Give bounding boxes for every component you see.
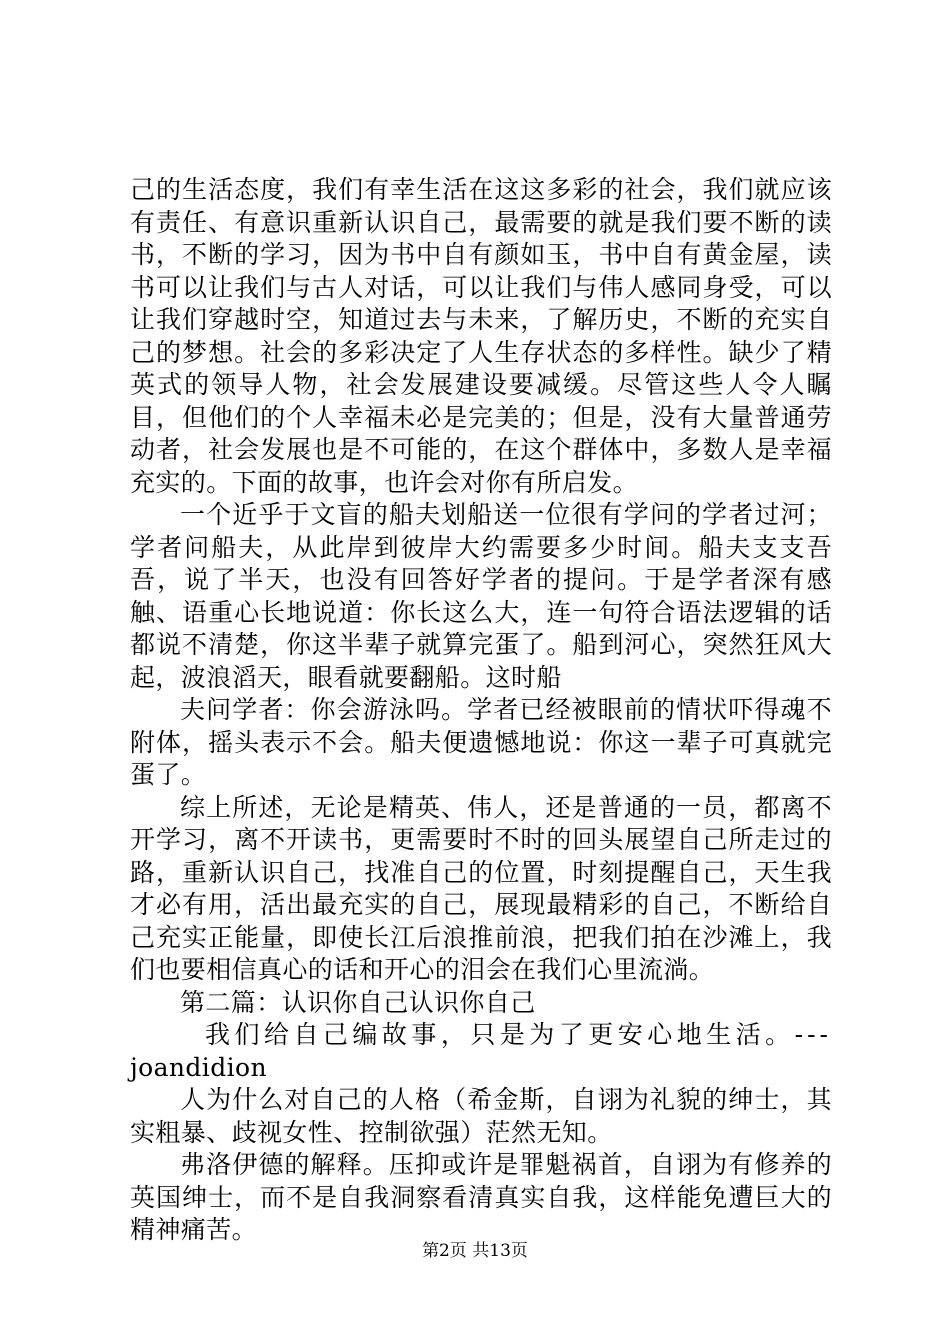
quote-line: 我们给自己编故事，只是为了更安心地生活。--- — [205, 1020, 832, 1049]
page-footer — [0, 1240, 950, 1262]
paragraph-personality: 人为什么对自己的人格（希金斯，自诩为礼貌的绅士，其实粗暴、歧视女性、控制欲强）茫然无知。 — [130, 1085, 832, 1147]
paragraph-freud: 弗洛伊德的解释。压抑或许是罪魁祸首，自诩为有修养的英国绅士，而不是自我洞察看清真实自我，这样能免遭巨大的精神痛苦。 — [130, 1150, 832, 1244]
section-heading: 第二篇：认识你自己认识你自己 — [180, 987, 536, 1017]
paragraph-boatman-story: 一个近乎于文盲的船夫划船送一位很有学问的学者过河；学者问船夫，从此岸到彼岸大约需要多少时间。船夫支支吾吾，说了半天，也没有回答好学者的提问。于是学者深有感触、语重心长地说道：你长这么大，连一句符合语法逻辑的话都说不清楚，你这半辈子就算完蛋了。船到河心，突然狂风大起，波浪滔天，眼看就要翻船。这时船 — [130, 500, 832, 692]
paragraph-boatman-question: 夫问学者：你会游泳吗。学者已经被眼前的情状吓得魂不附体，摇头表示不会。船夫便遗憾地说：你这一辈子可真就完蛋了。 — [130, 695, 832, 789]
paragraph-summary: 综上所述，无论是精英、伟人，还是普通的一员，都离不开学习，离不开读书，更需要时不时的回头展望自己所走过的路，重新认识自己，找准自己的位置，时刻提醒自己，天生我才必有用，活出最充实的自己，展现最精彩的自己，不断给自己充实正能量，即使长江后浪推前浪，把我们拍在沙滩上，我们也要相信真心的话和开心的泪会在我们心里流淌。 — [130, 792, 832, 984]
paragraph-life-attitude: 己的生活态度，我们有幸生活在这这多彩的社会，我们就应该有责任、有意识重新认识自己，最需要的就是我们要不断的读书，不断的学习，因为书中自有颜如玉，书中自有黄金屋，读书可以让我们与古人对话，可以让我们与伟人感同身受，可以让我们穿越时空，知道过去与未来，了解历史，不断的充实自己的梦想。社会的多彩决定了人生存状态的多样性。缺少了精英式的领导人物，社会发展建设要减缓。尽管这些人令人瞩目，但他们的个人幸福未必是完美的；但是，没有大量普通劳动者，社会发展也是不可能的，在这个群体中，多数人是幸福充实的。下面的故事，也许会对你有所启发。 — [130, 175, 832, 497]
page-number-label: 第2页 共13页 — [422, 1241, 528, 1261]
document-body — [130, 174, 832, 1247]
quote-author: joandidion — [130, 1052, 267, 1082]
